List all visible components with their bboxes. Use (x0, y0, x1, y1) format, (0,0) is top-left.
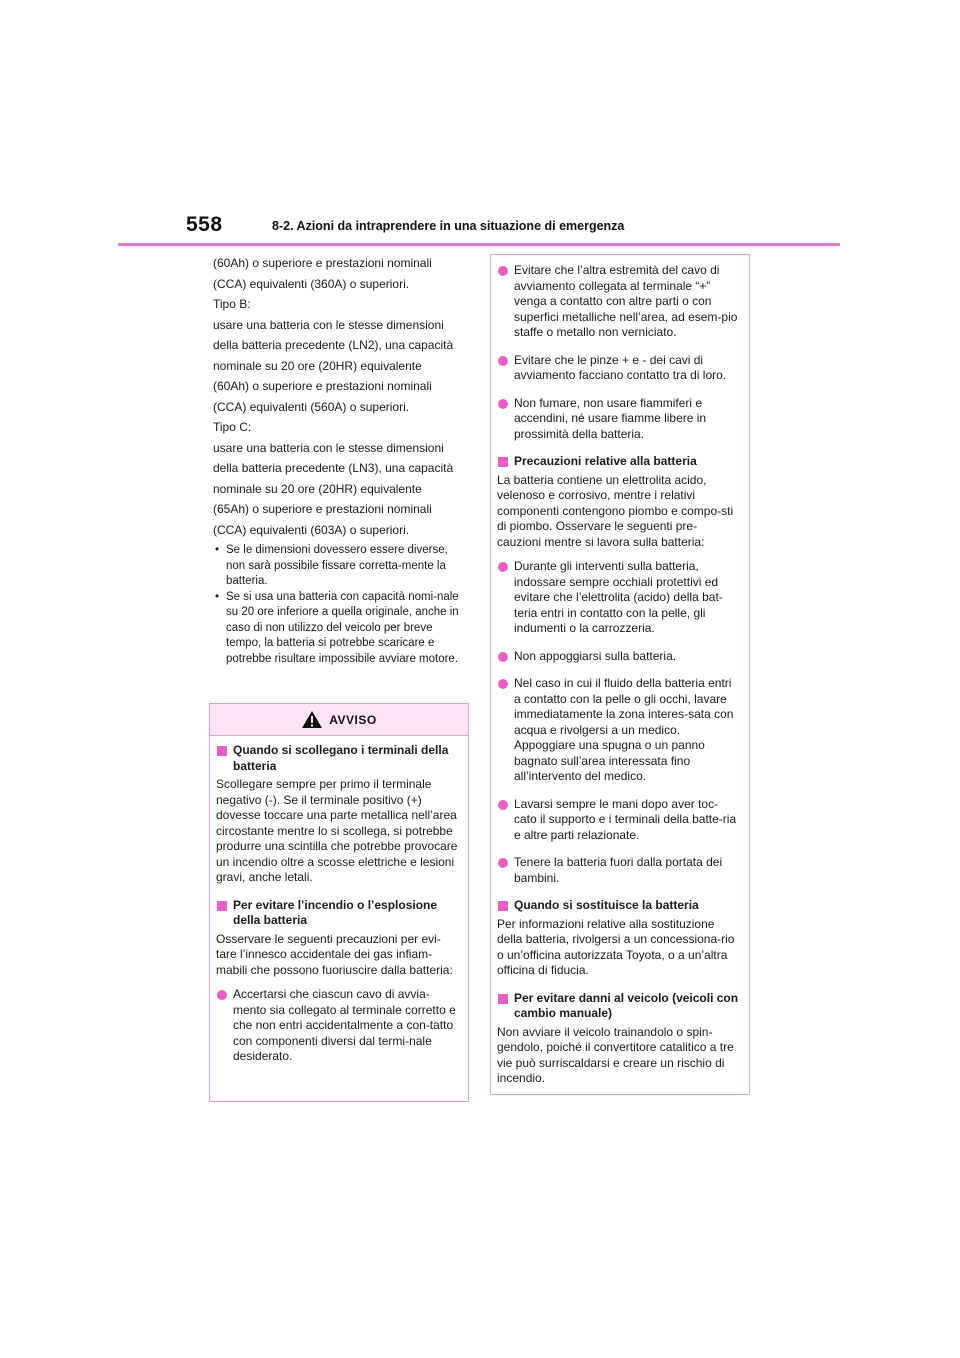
note-text: Se le dimensioni dovessero essere diverse, non sarà possibile fissare corretta-mente la batteria. (226, 544, 448, 587)
bullet-text: Non fumare, non usare fiammiferi e accendini, né usare fiamme libere in prossimità della batteria. (514, 395, 707, 441)
text-line: (60Ah) o superiore e prestazioni nominali (213, 256, 432, 270)
text-line: nominale su 20 ore (20HR) equivalente (213, 358, 422, 373)
note-item (213, 543, 468, 590)
bullet-dot-icon: • (215, 544, 220, 556)
bullet-text: Non appoggiarsi sulla batteria. (514, 648, 677, 663)
bullet-text: Tenere la batteria fuori dalla portata dei bambini. (514, 855, 723, 885)
text-line: nominale su 20 ore (20HR) equivalente (213, 481, 422, 496)
battery-text: La batteria contiene un elettrolita acido, velenoso e corrosivo, mentre i relativi componenti contengono piombo e compo-sti di piombo. Osservare le seguenti pre-cauzioni mentre si lavora sulla batteria: (497, 472, 734, 549)
bullet-item (497, 396, 739, 443)
bullet-item (497, 855, 739, 886)
circle-bullet-icon (498, 679, 508, 689)
page-number: 558 (186, 213, 223, 236)
text-line: (CCA) equivalenti (560A) o superiori. (213, 399, 410, 414)
warning-title: AVVISO (329, 712, 377, 727)
bullet-item (497, 263, 739, 341)
square-bullet-icon (498, 457, 508, 467)
text-line: Tipo C: (213, 420, 252, 434)
left-column (213, 253, 468, 667)
damage-heading (497, 991, 739, 1022)
square-bullet-icon (498, 901, 508, 911)
battery-heading (497, 454, 739, 470)
circle-bullet-icon (498, 652, 508, 662)
heading-text: Per evitare l’incendio o l’esplosione della batteria (233, 897, 438, 927)
text-line: (CCA) equivalenti (360A) o superiori. (213, 276, 410, 291)
text-line: della batteria precedente (LN2), una capacità (213, 338, 454, 352)
text-line: usare una batteria con le stesse dimensioni (213, 317, 444, 332)
note-text: Se si usa una batteria con capacità nomi-nale su 20 ore inferiore a quella originale, anche in caso di non utilizzo del veicolo per breve tempo, la batteria si potrebbe scaricare e potrebbe risultare impossibile avviare motore. (226, 590, 459, 665)
text-line: della batteria precedente (LN3), una capacità (213, 461, 454, 475)
warning-heading (216, 743, 458, 774)
bullet-item (497, 559, 739, 637)
heading-text: Quando si scollegano i terminali della batteria (233, 743, 449, 773)
bullet-text: Lavarsi sempre le mani dopo aver toc-cato il supporto e i terminali della batte-ria e altre parti relazionate. (514, 796, 737, 842)
circle-bullet-icon (498, 399, 508, 409)
heading-text: Quando si sostituisce la batteria (514, 898, 699, 912)
circle-bullet-icon (498, 800, 508, 810)
bullet-dot-icon: • (215, 590, 220, 603)
circle-bullet-icon (217, 990, 227, 1000)
circle-bullet-icon (498, 858, 508, 868)
heading-text: Per evitare danni al veicolo (veicoli con cambio manuale) (514, 990, 739, 1020)
warning-triangle-icon (301, 710, 323, 729)
section-title: 8-2. Azioni da intraprendere in una situazione di emergenza (272, 219, 625, 233)
warning-box (209, 703, 469, 1102)
square-bullet-icon (217, 901, 227, 911)
text-line: (CCA) equivalenti (603A) o superiori. (213, 522, 410, 537)
replace-text: Per informazioni relative alla sostituzione della batteria, rivolgersi a un concessiona-rio o un’officina autorizzata Toyota, o a un’altra officina di fiducia. (497, 916, 735, 977)
heading-text: Precauzioni relative alla batteria (514, 454, 697, 468)
text-line: Tipo B: (213, 297, 251, 311)
square-bullet-icon (498, 994, 508, 1004)
bullet-item (497, 649, 739, 665)
notes-list (213, 543, 468, 667)
bullet-text: Nel caso in cui il fluido della batteria entri a contatto con la pelle o gli occhi, lavare immediatamente la zona interes-sata con acqua e rivolgersi a un medico. Appoggiare una spugna o un panno bagnato sull’area interessata fino all’intervento del medico. (514, 676, 734, 783)
bullet-item (497, 353, 739, 384)
square-bullet-icon (217, 746, 227, 756)
circle-bullet-icon (498, 356, 508, 366)
damage-text: Non avviare il veicolo trainandolo o spin-gendolo, poiché il convertitore catalitico a tre vie può surriscaldarsi e creare un rischio di incendio. (497, 1024, 734, 1085)
text-line: (65Ah) o superiore e prestazioni nominali (213, 502, 432, 516)
warning-bullet (216, 987, 458, 1065)
warning-text: Scollegare sempre per primo il terminale negativo (-). Se il terminale positivo (+) dovesse toccare una parte metallica nell’area circostante mentre lo si scollega, si potrebbe produrre una scintilla che potrebbe provocare un incendio oltre a scosse elettriche e lesioni gravi, anche letali. (216, 777, 458, 884)
circle-bullet-icon (498, 562, 508, 572)
bullet-text: Evitare che l’altra estremità del cavo di avviamento collegata al terminale “+” venga a contatto con altre parti o con superfici metalliche nell’area, ad esem-pio staffe o metallo non verniciato. (514, 263, 738, 339)
warning-heading (216, 898, 458, 929)
warning-header (210, 704, 468, 736)
bullet-text: Evitare che le pinze + e - dei cavi di avviamento facciano contatto tra di loro. (514, 352, 727, 382)
warning-body (210, 736, 468, 1065)
circle-bullet-icon (498, 266, 508, 276)
header-rule (118, 243, 840, 246)
note-item (213, 590, 468, 668)
replace-heading (497, 898, 739, 914)
warning-text: Osservare le seguenti precauzioni per evi-tare l’innesco accidentale dei gas infiam-mabili che possono fuoriuscire dalla batteria: (216, 931, 453, 977)
right-box-body (491, 255, 749, 1087)
right-warning-box (490, 254, 750, 1095)
text-line: (60Ah) o superiore e prestazioni nominali (213, 379, 432, 393)
bullet-text: Accertarsi che ciascun cavo di avvia-mento sia collegato al terminale corretto e che non entri accidentalmente a con-tatto con componenti diversi dal termi-nale desiderato. (233, 987, 456, 1063)
bullet-item (497, 676, 739, 785)
bullet-item (497, 797, 739, 844)
text-line: usare una batteria con le stesse dimensioni (213, 440, 444, 455)
bullet-text: Durante gli interventi sulla batteria, indossare sempre occhiali protettivi ed evitare che l’elettrolita (acido) della bat-teria entri in contatto con la pelle, gli indumenti o la carrozzeria. (514, 559, 723, 635)
